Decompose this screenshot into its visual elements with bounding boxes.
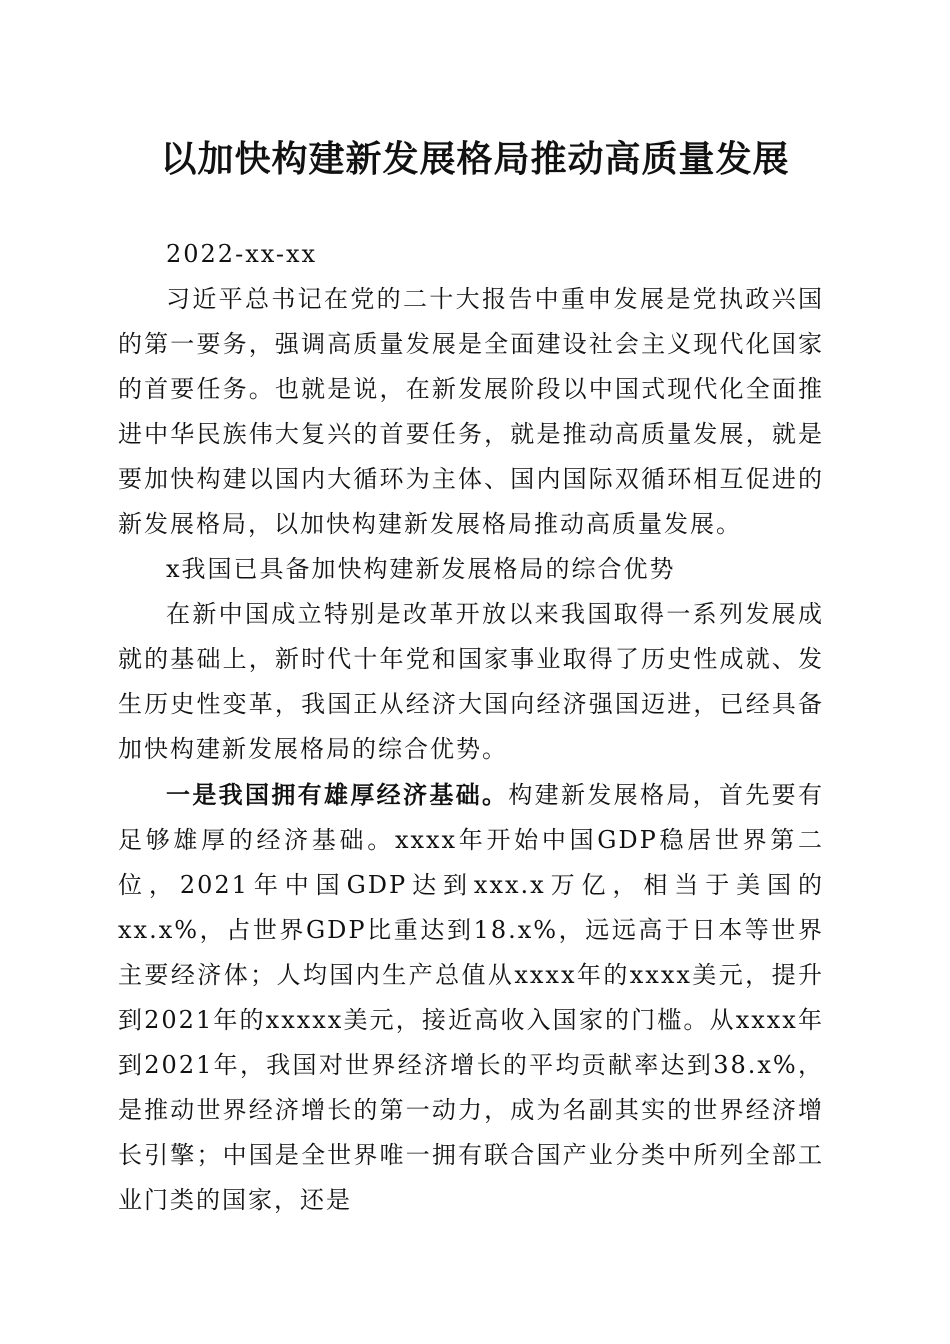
document-title: 以加快构建新发展格局推动高质量发展 xyxy=(160,138,790,180)
document-body xyxy=(118,232,824,1223)
document-date: 2022-xx-xx xyxy=(166,240,318,268)
paragraph-intro: 习近平总书记在党的二十大报告中重申发展是党执政兴国的第一要务，强调高质量发展是全面建设社会主义现代化国家的首要任务。也就是说，在新发展阶段以中国式现代化全面推进中华民族伟大复兴的首要任务，就是推动高质量发展，就是要加快构建以国内大循环为主体、国内国际双循环相互促进的新发展格局，以加快构建新发展格局推动高质量发展。 xyxy=(118,285,824,538)
paragraph-achievements: 在新中国成立特别是改革开放以来我国取得一系列发展成就的基础上，新时代十年党和国家事业取得了历史性成就、发生历史性变革，我国正从经济大国向经济强国迈进，已经具备加快构建新发展格局的综合优势。 xyxy=(118,600,824,763)
section-heading: x我国已具备加快构建新发展格局的综合优势 xyxy=(166,555,676,583)
paragraph-economic-base xyxy=(118,772,824,1223)
paragraph-text: 构建新发展格局，首先要有足够雄厚的经济基础。xxxx年开始中国GDP稳居世界第二位，2021年中国GDP达到xxx.x万亿，相当于美国的xx.x%，占世界GDP比重达到18.x%，远远高于日本等世界主要经济体；人均国内生产总值从xxxx年的xxxx美元，提升到2021年的xxxxx美元，接近高收入国家的门槛。从xxxx年到2021年，我国对世界经济增长的平均贡献率达到38.x%，是推动世界经济增长的第一动力，成为名副其实的世界经济增长引擎；中国是全世界唯一拥有联合国产业分类中所列全部工业门类的国家，还是 xyxy=(118,781,825,1214)
paragraph-lead: 一是我国拥有雄厚经济基础。 xyxy=(166,780,509,809)
